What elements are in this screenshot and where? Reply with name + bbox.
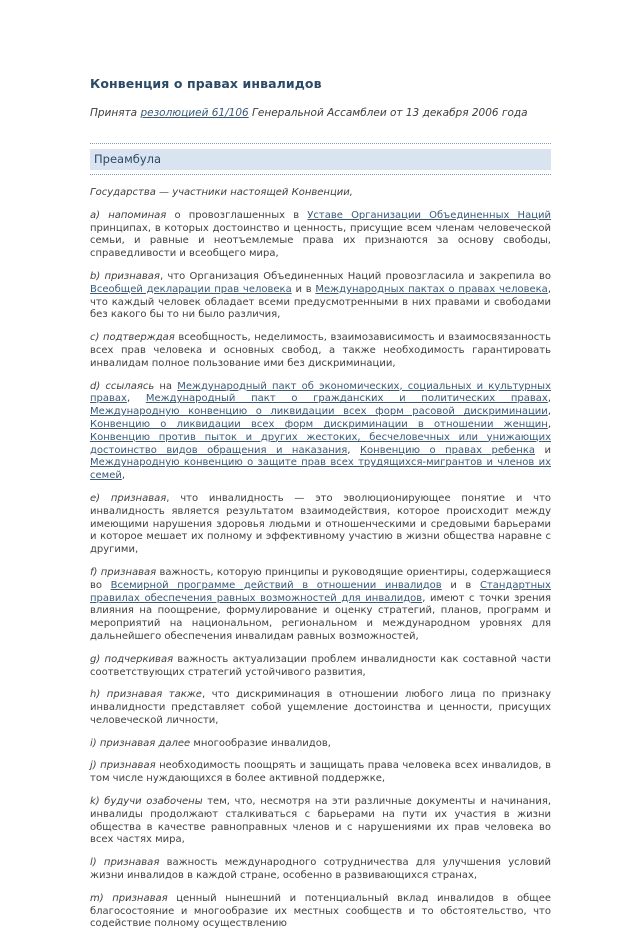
paragraph — [90, 493, 551, 557]
text-run: i) признавая далее — [90, 737, 191, 749]
text-run: Государства — участники настоящей Конвенции, — [90, 187, 353, 198]
text-run: m) признавая — [90, 892, 168, 904]
text-run: , что каждый человек обладает всеми предусмотренными в них правами и свободами без какого бы то ни было различия, — [90, 283, 551, 321]
paragraph — [90, 760, 551, 786]
text-run: , что инвалидность — это эволюционирующее понятие и что инвалидность является результатом взаимодействия, которое происходит между имеющими нарушения здоровья людьми и отношенческими и средовыми барьерами и которое мешает их полному и эффективному участию в жизни общества наравне с другими, — [90, 492, 552, 556]
paragraph — [90, 332, 551, 370]
text-run: Принята — [90, 107, 141, 119]
paragraph — [90, 187, 551, 200]
text-run: на — [154, 380, 178, 392]
document-link[interactable]: Стандартных правилах обеспечения равных возможностей для инвалидов — [90, 579, 551, 604]
paragraph — [90, 271, 551, 322]
document-link[interactable]: Конвенцию против пыток и других жестоких, бесчеловечных или унижающих достоинство видов обращения и наказания — [90, 431, 551, 456]
text-run: d) ссылаясь — [90, 380, 155, 392]
paragraph — [90, 654, 551, 680]
text-run: , что дискриминация в отношении любого лица по признаку инвалидности представляет собой ущемление достоинства и ценности, присущих человеческой личности, — [90, 689, 551, 726]
text-run: ценный нынешний и потенциальный вклад инвалидов в общее благосостояние и многообразие их местных сообществ и то обстоятельство, что содействие полному осуществлению — [90, 892, 551, 930]
text-run: важность, которую принципы и руководящие ориентиры, содержащиеся во — [90, 566, 551, 591]
document-link[interactable]: Конвенцию о правах ребенка — [359, 444, 536, 456]
document-link[interactable]: Всеобщей декларации прав человека — [90, 283, 292, 295]
text-run: , — [547, 418, 551, 430]
text-run: важность актуализации проблем инвалидности как составной части соответствующих стратегий устойчивого развития, — [90, 653, 551, 678]
text-run: , — [126, 393, 146, 405]
text-run: l) признавая — [90, 857, 160, 869]
text-run: важность международного сотрудничества для улучшения условий жизни инвалидов в каждой стране, особенно в развивающихся странах, — [90, 857, 552, 882]
text-run: , что Организация Объединенных Наций провозгласила и закрепила во — [159, 270, 551, 282]
text-run: тем, что, несмотря на эти различные документы и начинания, инвалиды продолжают сталкиваться с барьерами на пути их участия в жизни общества в качестве равноправных членов и с нарушениями их прав человека во всех частях мира, — [90, 796, 552, 846]
section-header-preamble: Преамбула — [90, 149, 551, 170]
document-title: Конвенция о правах инвалидов — [90, 76, 322, 91]
text-run: f) признавая — [90, 566, 157, 578]
text-run: h) признавая также — [90, 689, 202, 701]
text-run: , — [547, 393, 552, 405]
text-run: , — [121, 470, 126, 482]
document-link[interactable]: резолюцией 61/106 — [140, 107, 249, 119]
text-run: k) будучи озабочены — [90, 796, 203, 808]
text-run: Генеральной Ассамблеи от 13 декабря 2006 года — [248, 107, 528, 119]
document-link[interactable]: Международную конвенцию о защите прав всех трудящихся-мигрантов и членов их семей — [90, 457, 551, 482]
document-link[interactable]: Международных пактах о правах человека — [315, 283, 548, 295]
text-run: , — [347, 444, 360, 456]
text-run: и в — [441, 579, 480, 591]
paragraph — [90, 210, 551, 261]
document-link[interactable]: Всемирной программе действий в отношении инвалидов — [110, 579, 442, 591]
text-run: принципах, в которых достоинство и ценность, присущие всем членам человеческой семьи, и равные и неотъемлемые права их признаются за основу свободы, справедливости и всеобщего мира, — [90, 222, 551, 260]
text-run: e) признавая — [90, 492, 167, 504]
paragraph — [90, 689, 551, 727]
text-run: и в — [291, 283, 316, 295]
text-run: a) напоминая — [90, 209, 167, 221]
paragraph — [90, 796, 551, 847]
document-body — [90, 187, 551, 931]
text-run: многообразие инвалидов, — [190, 737, 331, 749]
document-link[interactable]: Конвенцию о ликвидации всех форм дискриминации в отношении женщин — [90, 418, 548, 430]
text-run: , имеют с точки зрения влияния на поощрение, формулирование и оценку стратегий, планов, программ и мероприятий на национальном, региональном и международном уровнях для дальнейшего обеспечения инвалидам равных возможностей, — [90, 592, 552, 642]
text-run: о провозглашенных в — [166, 209, 308, 221]
document-subtitle — [90, 107, 551, 119]
text-run: и — [535, 444, 551, 456]
text-run: j) признавая — [90, 760, 156, 772]
document-link[interactable]: Уставе Организации Объединенных Наций — [307, 209, 552, 221]
paragraph — [90, 857, 551, 883]
paragraph — [90, 893, 551, 931]
divider-top — [90, 143, 551, 144]
document-link[interactable]: Международную конвенцию о ликвидации всех форм расовой дискриминации — [90, 406, 548, 418]
paragraph — [90, 567, 551, 644]
text-run: c) подтверждая — [90, 332, 175, 344]
text-run: , — [547, 406, 551, 418]
text-run: необходимость поощрять и защищать права человека всех инвалидов, в том числе нуждающихся в более активной поддержке, — [90, 760, 552, 785]
document-link[interactable]: Международный пакт о гражданских и политических правах — [145, 393, 548, 405]
text-run: всеобщность, неделимость, взаимозависимость и взаимосвязанность всех прав человека и основных свобод, а также необходимость гарантировать инвалидам полное пользование ими без дискриминации, — [90, 332, 552, 369]
document-link[interactable]: Международный пакт об экономических, социальных и культурных правах — [90, 380, 551, 405]
text-run: g) подчеркивая — [90, 653, 174, 665]
divider-bottom — [90, 174, 551, 175]
text-run: b) признавая — [90, 270, 160, 282]
paragraph — [90, 381, 551, 483]
paragraph — [90, 738, 551, 751]
